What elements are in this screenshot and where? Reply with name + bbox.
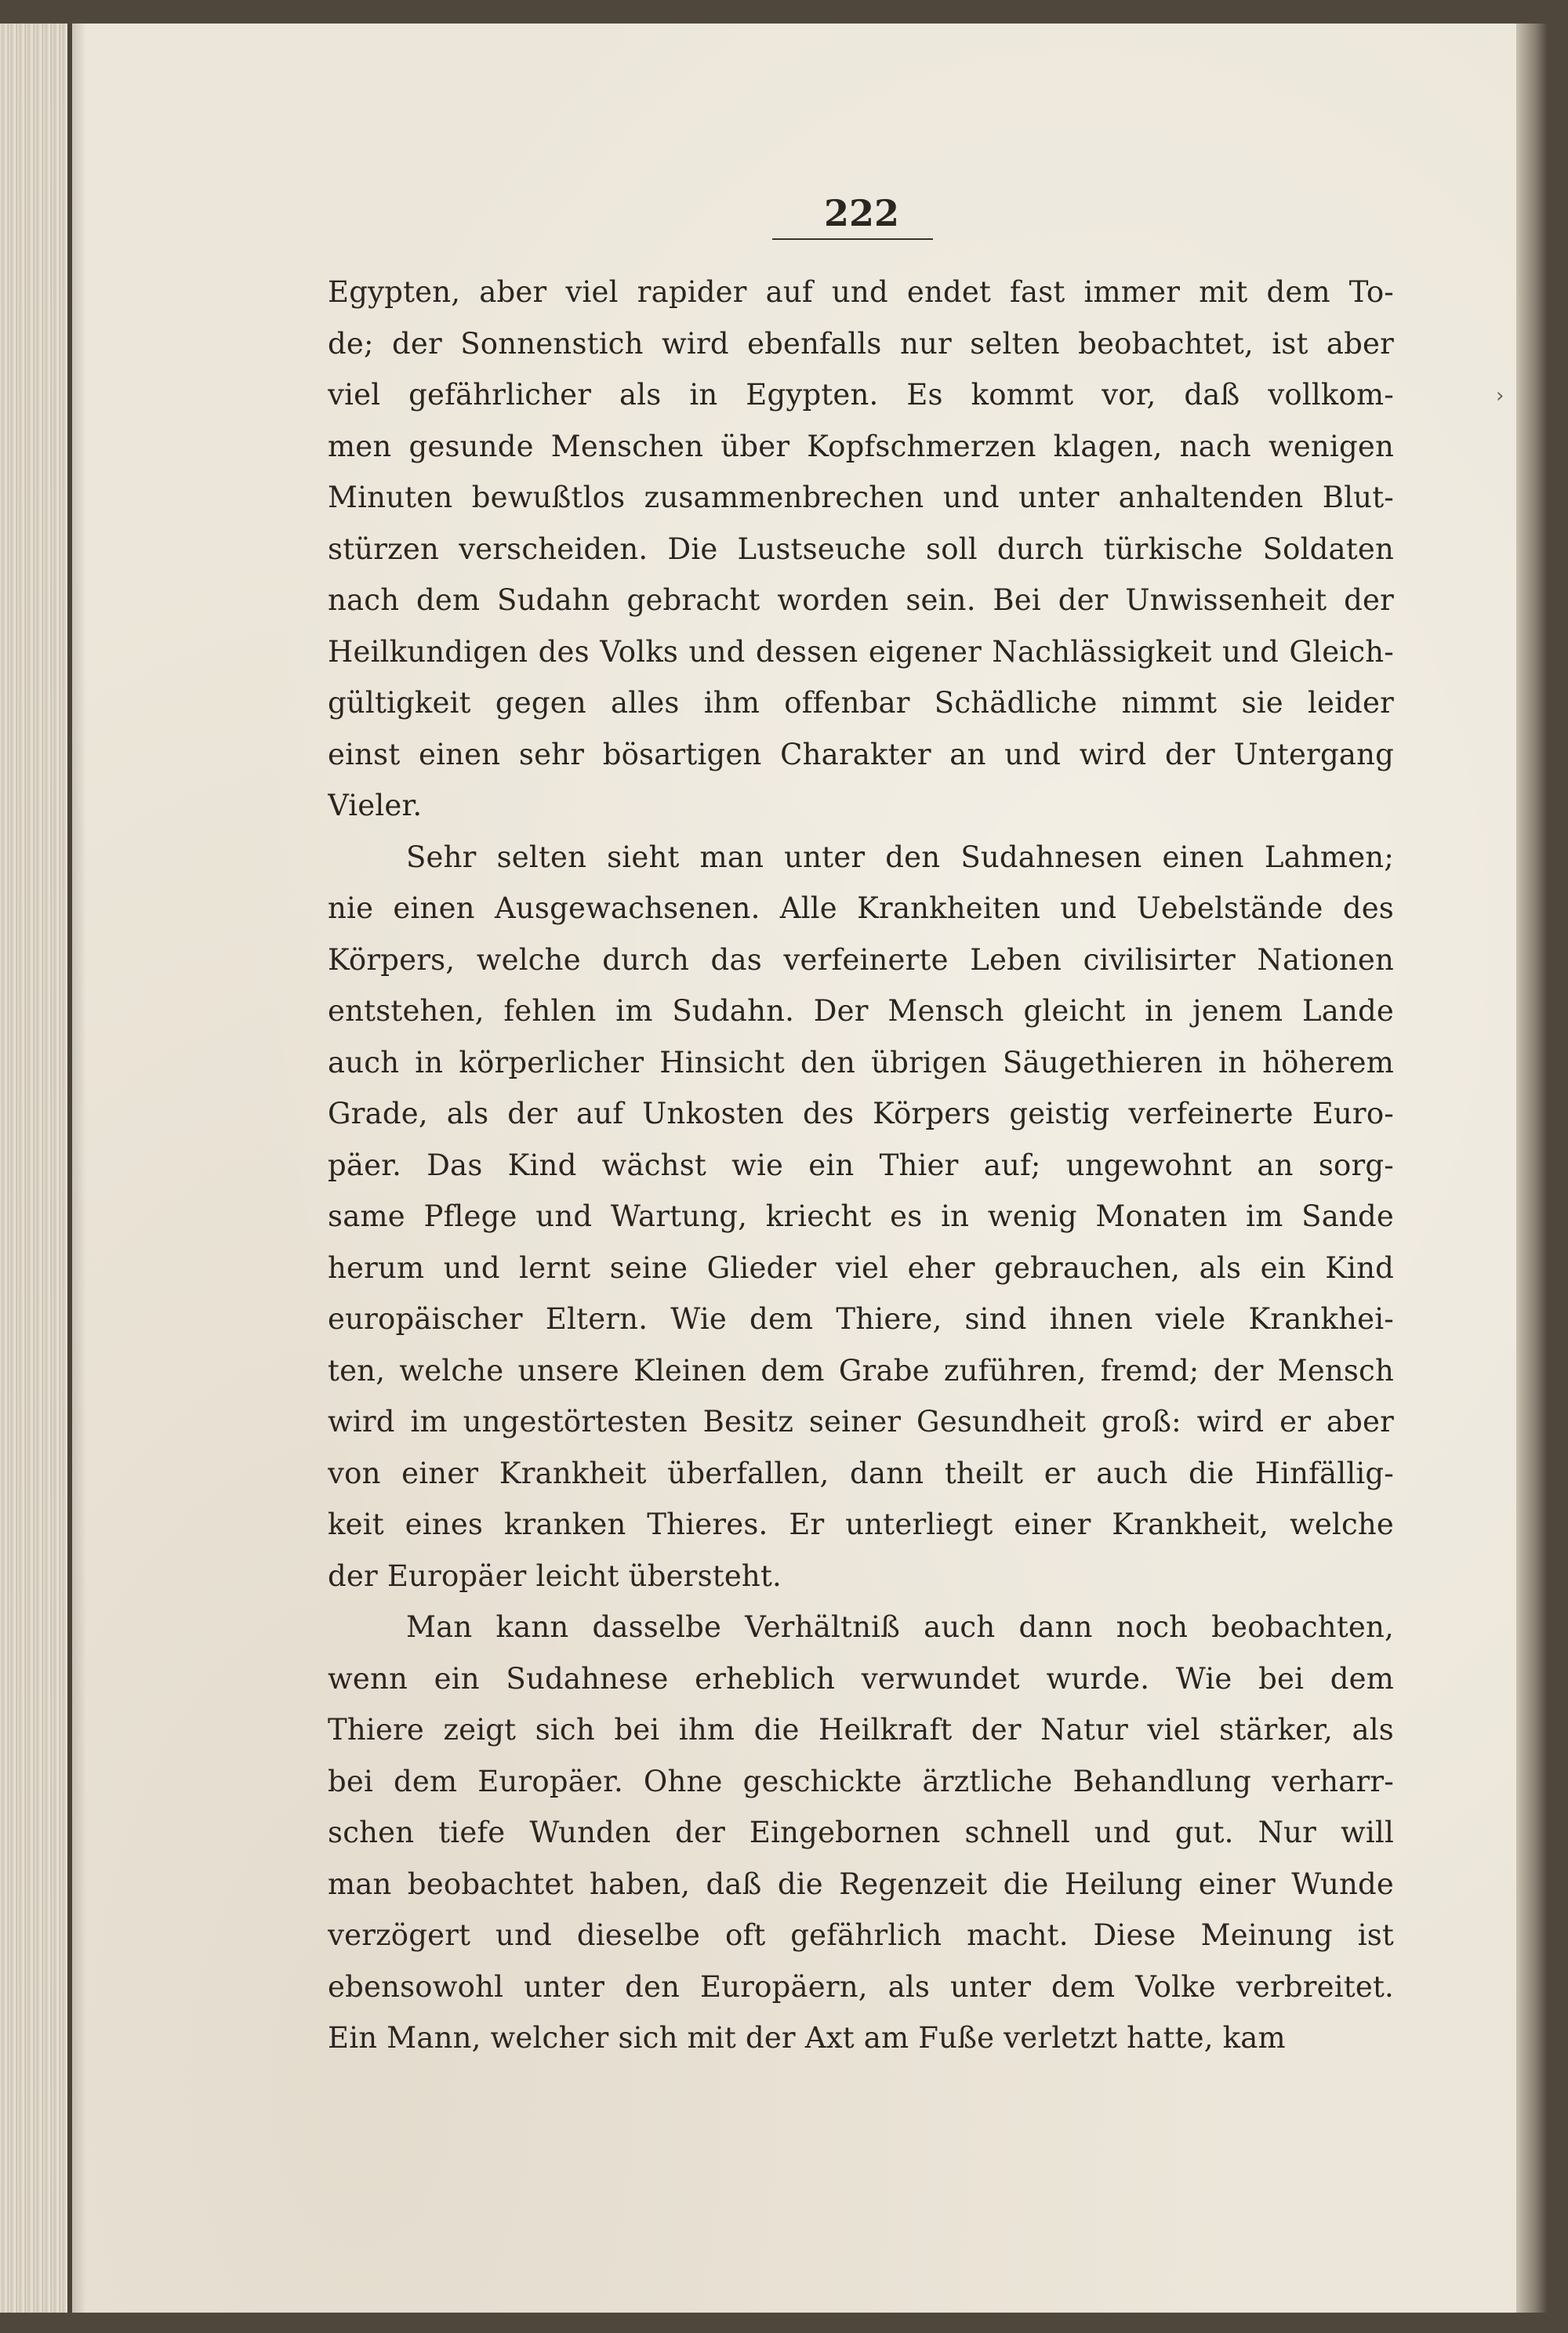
text-line: de; der Sonnenstich wird ebenfalls nur selten beobachtet, ist aber (328, 326, 1394, 361)
text-line: entstehen, fehlen im Sudahn. Der Mensch gleicht in jenem Lande (328, 994, 1394, 1028)
text-line: päer. Das Kind wächst wie ein Thier auf; ungewohnt an sorg- (328, 1148, 1394, 1182)
text-line: viel gefährlicher als in Egypten. Es kommt vor, daß vollkom- (328, 378, 1394, 412)
margin-mark: › (1496, 384, 1504, 408)
text-line: herum und lernt seine Glieder viel eher gebrauchen, als ein Kind (328, 1250, 1394, 1285)
book-page-edges (0, 24, 67, 2313)
text-line: man beobachtet haben, daß die Regenzeit die Heilung einer Wunde (328, 1867, 1394, 1901)
text-line: same Pflege und Wartung, kriecht es in wenig Monaten im Sande (328, 1199, 1394, 1233)
text-line: europäischer Eltern. Wie dem Thiere, sind ihnen viele Krankhei- (328, 1302, 1394, 1336)
text-line: Minuten bewußtlos zusammenbrechen und unter anhaltenden Blut- (328, 481, 1394, 514)
text-line: Thiere zeigt sich bei ihm die Heilkraft der Natur viel stärker, als (328, 1713, 1394, 1747)
text-line: verzögert und dieselbe oft gefährlich macht. Diese Meinung ist (328, 1918, 1394, 1952)
header-rule (772, 238, 933, 240)
page-number: 222 (823, 192, 900, 234)
text-line: Sehr selten sieht man unter den Sudahnesen einen Lahmen; (406, 840, 1394, 874)
text-line: ebensowohl unter den Europäern, als unter dem Volke verbreitet. (328, 1969, 1394, 2004)
text-line: einst einen sehr bösartigen Charakter an und wird der Untergang (328, 737, 1394, 771)
text-line: wenn ein Sudahnese erheblich verwundet wurde. Wie bei dem (328, 1661, 1394, 1696)
text-line: wird im ungestörtesten Besitz seiner Gesundheit groß: wird er aber (328, 1405, 1394, 1439)
spine-shadow (67, 24, 86, 2313)
body-text (328, 267, 1394, 2064)
text-line: schen tiefe Wunden der Eingebornen schnell und gut. Nur will (328, 1816, 1394, 1849)
text-line: keit eines kranken Thieres. Er unterliegt einer Krankheit, welche (328, 1508, 1394, 1541)
text-line: Ein Mann, welcher sich mit der Axt am Fuße verletzt hatte, kam (328, 2021, 1286, 2055)
text-line: stürzen verscheiden. Die Lustseuche soll durch türkische Soldaten (328, 532, 1394, 566)
text-line: Vieler. (328, 789, 423, 822)
text-line: men gesunde Menschen über Kopfschmerzen klagen, nach wenigen (328, 429, 1394, 463)
text-line: bei dem Europäer. Ohne geschickte ärztliche Behandlung verharr- (328, 1764, 1394, 1798)
text-line: nie einen Ausgewachsenen. Alle Krankheiten und Uebelstände des (328, 891, 1394, 925)
text-line: auch in körperlicher Hinsicht den übrigen Säugethieren in höherem (328, 1045, 1394, 1079)
page-right-edge (1516, 24, 1548, 2313)
text-line: von einer Krankheit überfallen, dann theilt er auch die Hinfällig- (328, 1456, 1394, 1490)
text-line: Egypten, aber viel rapider auf und endet fast immer mit dem To- (328, 275, 1394, 309)
text-line: Man kann dasselbe Verhältniß auch dann noch beobachten, (406, 1610, 1394, 1644)
text-line: Heilkundigen des Volks und dessen eigener Nachlässigkeit und Gleich- (328, 634, 1394, 669)
text-line: ten, welche unsere Kleinen dem Grabe zuführen, fremd; der Mensch (328, 1353, 1394, 1388)
text-line: nach dem Sudahn gebracht worden sein. Bei der Unwissenheit der (328, 583, 1394, 617)
text-line: Grade, als der auf Unkosten des Körpers geistig verfeinerte Euro- (328, 1097, 1394, 1130)
text-line: Körpers, welche durch das verfeinerte Leben civilisirter Nationen (328, 942, 1394, 977)
text-line: der Europäer leicht übersteht. (328, 1558, 782, 1593)
text-line: gültigkeit gegen alles ihm offenbar Schädliche nimmt sie leider (328, 686, 1394, 720)
